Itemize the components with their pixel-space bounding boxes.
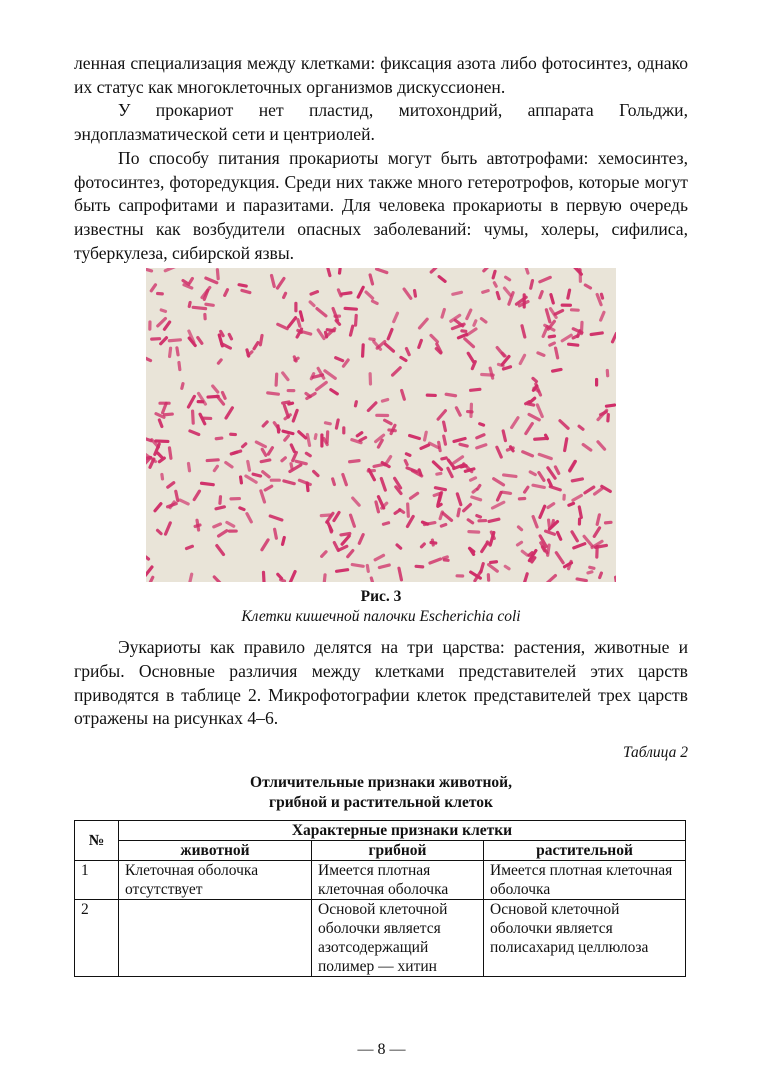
cell-animal bbox=[119, 900, 312, 977]
bacterium-cell bbox=[368, 372, 372, 386]
cell-fungal: Имеется плотная клеточная оболочка bbox=[312, 861, 484, 900]
page-content bbox=[74, 52, 688, 977]
bacterium-cell bbox=[287, 389, 296, 392]
bacterium-cell bbox=[426, 394, 437, 398]
bacterium-cell bbox=[150, 337, 161, 341]
table-title-line1: Отличительные признаки животной, bbox=[250, 774, 512, 792]
row-number: 1 bbox=[75, 861, 119, 900]
table-row bbox=[75, 900, 686, 977]
bacterium-cell bbox=[523, 294, 526, 309]
bacterium-cell bbox=[148, 321, 151, 331]
bacterium-cell bbox=[561, 304, 572, 307]
bacterium-cell bbox=[375, 414, 389, 417]
bacterium-cell bbox=[570, 308, 580, 312]
comparison-table bbox=[74, 820, 686, 977]
figure-number: Рис. 3 bbox=[360, 588, 402, 606]
table-label: Таблица 2 bbox=[622, 744, 688, 762]
paragraph-4: Эукариоты как правило делятся на три царства: растения, животные и грибы. Основные различия между клетками представителей этих царств приводятся в таблице 2. Микрофотографии клеток представителей трех царств отражены на рисунках 4–6. bbox=[74, 637, 688, 729]
header-group: Характерные признаки клетки bbox=[119, 821, 686, 841]
cell-plant: Основой клеточной оболочки является полисахарид целлюлоза bbox=[484, 900, 686, 977]
paragraph-1: ленная специализация между клетками: фиксация азота либо фотосинтез, однако их статус как многоклеточных организмов дискуссионен. bbox=[74, 53, 688, 97]
table-title-line2: грибной и растительной клеток bbox=[269, 794, 493, 812]
header-fungal: грибной bbox=[312, 841, 484, 861]
bacteria-image bbox=[146, 268, 616, 582]
bacterium-cell bbox=[562, 494, 566, 501]
bacterium-cell bbox=[158, 402, 170, 405]
bacterium-cell bbox=[466, 410, 474, 414]
cell-animal: Клеточная оболочка отсутствует bbox=[119, 861, 312, 900]
bacterium-cell bbox=[477, 519, 487, 523]
bacterium-cell bbox=[342, 427, 345, 435]
table-row bbox=[75, 861, 686, 900]
bacterium-cell bbox=[228, 530, 238, 533]
bacterium-cell bbox=[467, 530, 480, 534]
ecoli-micrograph bbox=[146, 268, 616, 582]
bacterium-cell bbox=[203, 313, 207, 321]
row-number: 2 bbox=[75, 900, 119, 977]
bacterium-cell bbox=[270, 479, 281, 482]
paragraph-2: У прокариот нет пластид, митохондрий, аппарата Гольджи, эндоплазматической сети и центриолей. bbox=[74, 100, 688, 145]
bacterium-cell bbox=[154, 440, 169, 444]
bacterium-cell bbox=[606, 369, 610, 378]
header-num: № bbox=[75, 821, 119, 861]
bacterium-cell bbox=[487, 573, 491, 582]
cell-plant: Имеется плотная клеточная оболочка bbox=[484, 861, 686, 900]
bacterium-cell bbox=[595, 378, 598, 387]
header-plant: растительной bbox=[484, 841, 686, 861]
bacterium-cell bbox=[606, 413, 610, 423]
bacterium-cell bbox=[229, 433, 237, 437]
bacterium-cell bbox=[455, 574, 464, 578]
figure-caption: Клетки кишечной палочки Escherichia coli bbox=[241, 608, 521, 626]
paragraph-3: По способу питания прокариоты могут быть автотрофами: хемосинтез, фотосинтез, фоторедукция. Среди них также много гетеротрофов, которые могут быть сапрофитами и паразитами. Для человека прокариоты в первую очередь известны как возбудители опасных заболеваний: чумы, холеры, сифилиса, туберкулеза, сибирской язвы. bbox=[74, 147, 688, 263]
header-animal: животной bbox=[119, 841, 312, 861]
cell-fungal: Основой клеточной оболочки является азотсодержащий полимер — хитин bbox=[312, 900, 484, 977]
bacterium-cell bbox=[229, 497, 241, 501]
page-number: — 8 — bbox=[357, 1041, 406, 1058]
bacterium-cell bbox=[320, 434, 323, 448]
bacterium-cell bbox=[518, 497, 527, 501]
bacterium-cell bbox=[294, 302, 297, 313]
